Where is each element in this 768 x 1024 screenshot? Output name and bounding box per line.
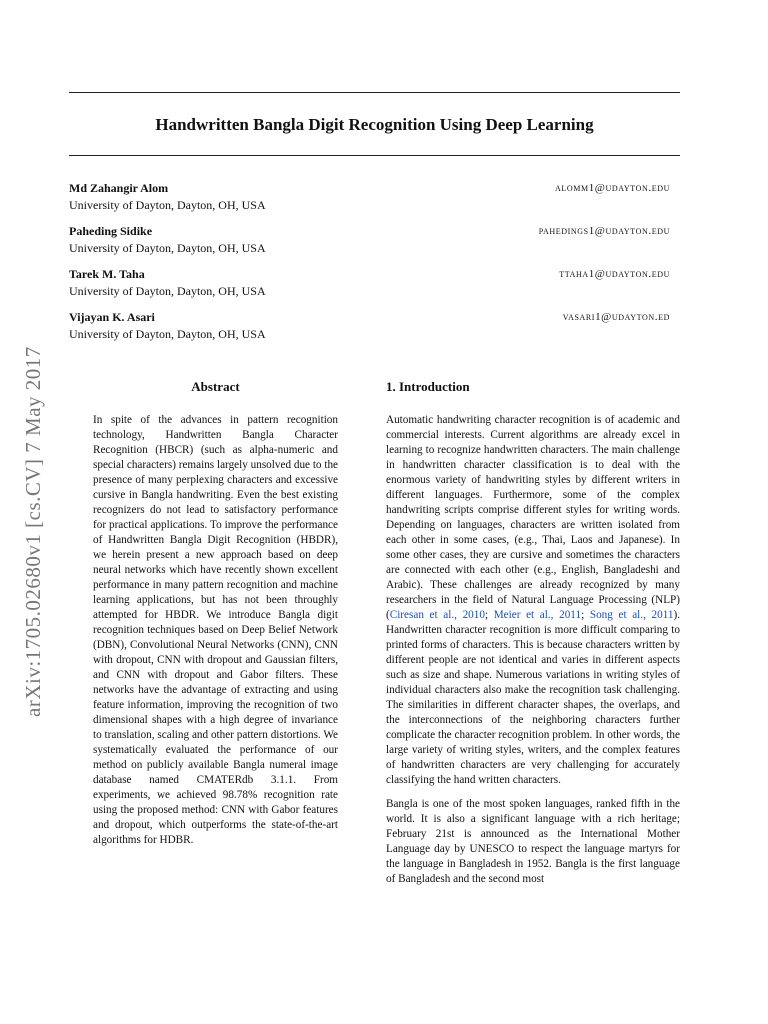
author-email[interactable]: pahedings1@udayton.edu — [538, 225, 670, 237]
paragraph-text: Automatic handwriting character recognition is of academic and commercial interests. Current algorithms are already excel in learning to recognize handwritten characters. The main challenge in handwritten character classification is to deal with the enormous variety of handwriting styles by different writers in different languages. Furthermore, some of the complex handwriting scripts comprise different styles for writing words. Depending on languages, characters are written isolated from each other in some cases, (e.g., Thai, Laos and Japanese). In some other cases, they are cursive and sometimes the characters are connected with each other (e.g., English, Bangladeshi and Arabic). These challenges are already recognized by many researchers in the field of Natural Language Processing (NLP) ( — [386, 414, 680, 621]
author-affiliation: University of Dayton, Dayton, OH, USA — [69, 198, 266, 212]
title-rule-bottom — [69, 155, 680, 156]
author-block — [69, 267, 680, 307]
paragraph-text: ). Handwritten character recognition is more difficult comparing to printed forms of characters. This is because characters written by different people are not identical and varies in different aspects such as size and shape. Numerous variations in writing styles of individual characters also make the recognition task challenging. The similarities in different character shapes, the overlaps, and the interconnections of the neighboring characters further complicate the character recognition problem. In other words, the large variety of writing styles, writers, and the complex features of handwritten characters are very challenging for accurately classifying the hand written characters. — [386, 609, 681, 786]
author-email[interactable]: vasari1@udayton.ed — [562, 311, 670, 323]
citation-link[interactable]: Song et al., 2011 — [589, 609, 674, 621]
abstract-column — [93, 378, 338, 848]
paper-title: Handwritten Bangla Digit Recognition Using Deep Learning — [155, 115, 594, 134]
title-rule-top — [69, 92, 680, 93]
abstract-text: In spite of the advances in pattern recognition technology, Handwritten Bangla Character Recognition (HBCR) (such as alpha-numeric and special characters) remains largely unsolved due to the presence of many perplexing characters and excessive cursive in Bangla handwriting. Even the best existing recognizers do not lead to satisfactory performance for practical applications. To improve the performance of Handwritten Bangla Digit Recognition (HBDR), we herein present a new approach based on deep neural networks which have recently shown excellent performance in many pattern recognition and machine learning applications, but has not been throughly attempted for HBDR. We introduce Bangla digit recognition techniques based on Deep Belief Network (DBN), Convolutional Neural Networks (CNN), CNN with dropout, CNN with dropout and Gaussian filters, and CNN with dropout and Gabor filters. These networks have the advantage of extracting and using feature information, improving the recognition of two dimensional shapes with a high degree of invariance to translation, scaling and other pattern distortions. We systematically evaluated the performance of our method on publicly available Bangla numeral image database named CMATERdb 3.1.1. From experiments, we achieved 98.78% recognition rate using the proposed method: CNN with Gabor features and dropout, which outperforms the state-of-the-art algorithms for HDBR. — [93, 414, 338, 846]
arxiv-identifier: arXiv:1705.02680v1 [cs.CV] 7 May 2017 — [21, 346, 45, 717]
author-affiliation: University of Dayton, Dayton, OH, USA — [69, 327, 266, 341]
author-affiliation: University of Dayton, Dayton, OH, USA — [69, 284, 266, 298]
author-email[interactable]: ttaha1@udayton.edu — [559, 268, 670, 280]
introduction-paragraph-1 — [386, 413, 680, 788]
author-affiliation: University of Dayton, Dayton, OH, USA — [69, 241, 266, 255]
citation-separator: ; — [581, 609, 590, 621]
introduction-column — [386, 378, 680, 887]
author-email[interactable]: alomm1@udayton.edu — [555, 182, 670, 194]
author-block — [69, 181, 680, 221]
author-block — [69, 310, 680, 350]
author-name: Vijayan K. Asari — [69, 310, 155, 324]
citation-separator: ; — [484, 609, 494, 621]
abstract-heading: Abstract — [191, 379, 240, 394]
author-name: Tarek M. Taha — [69, 267, 145, 281]
author-name: Md Zahangir Alom — [69, 181, 169, 195]
author-block — [69, 224, 680, 264]
citation-link[interactable]: Ciresan et al., 2010 — [389, 609, 485, 621]
introduction-paragraph-2: Bangla is one of the most spoken languages, ranked fifth in the world. It is also a significant language with a rich heritage; February 21st is announced as the International Mother Language day by UNESCO to respect the language martyrs for the language in Bangladesh in 1952. Bangla is the first language of Bangladesh and the second most — [386, 798, 680, 885]
introduction-heading: 1. Introduction — [386, 379, 470, 394]
author-name: Paheding Sidike — [69, 224, 153, 238]
citation-link[interactable]: Meier et al., 2011 — [493, 609, 582, 621]
